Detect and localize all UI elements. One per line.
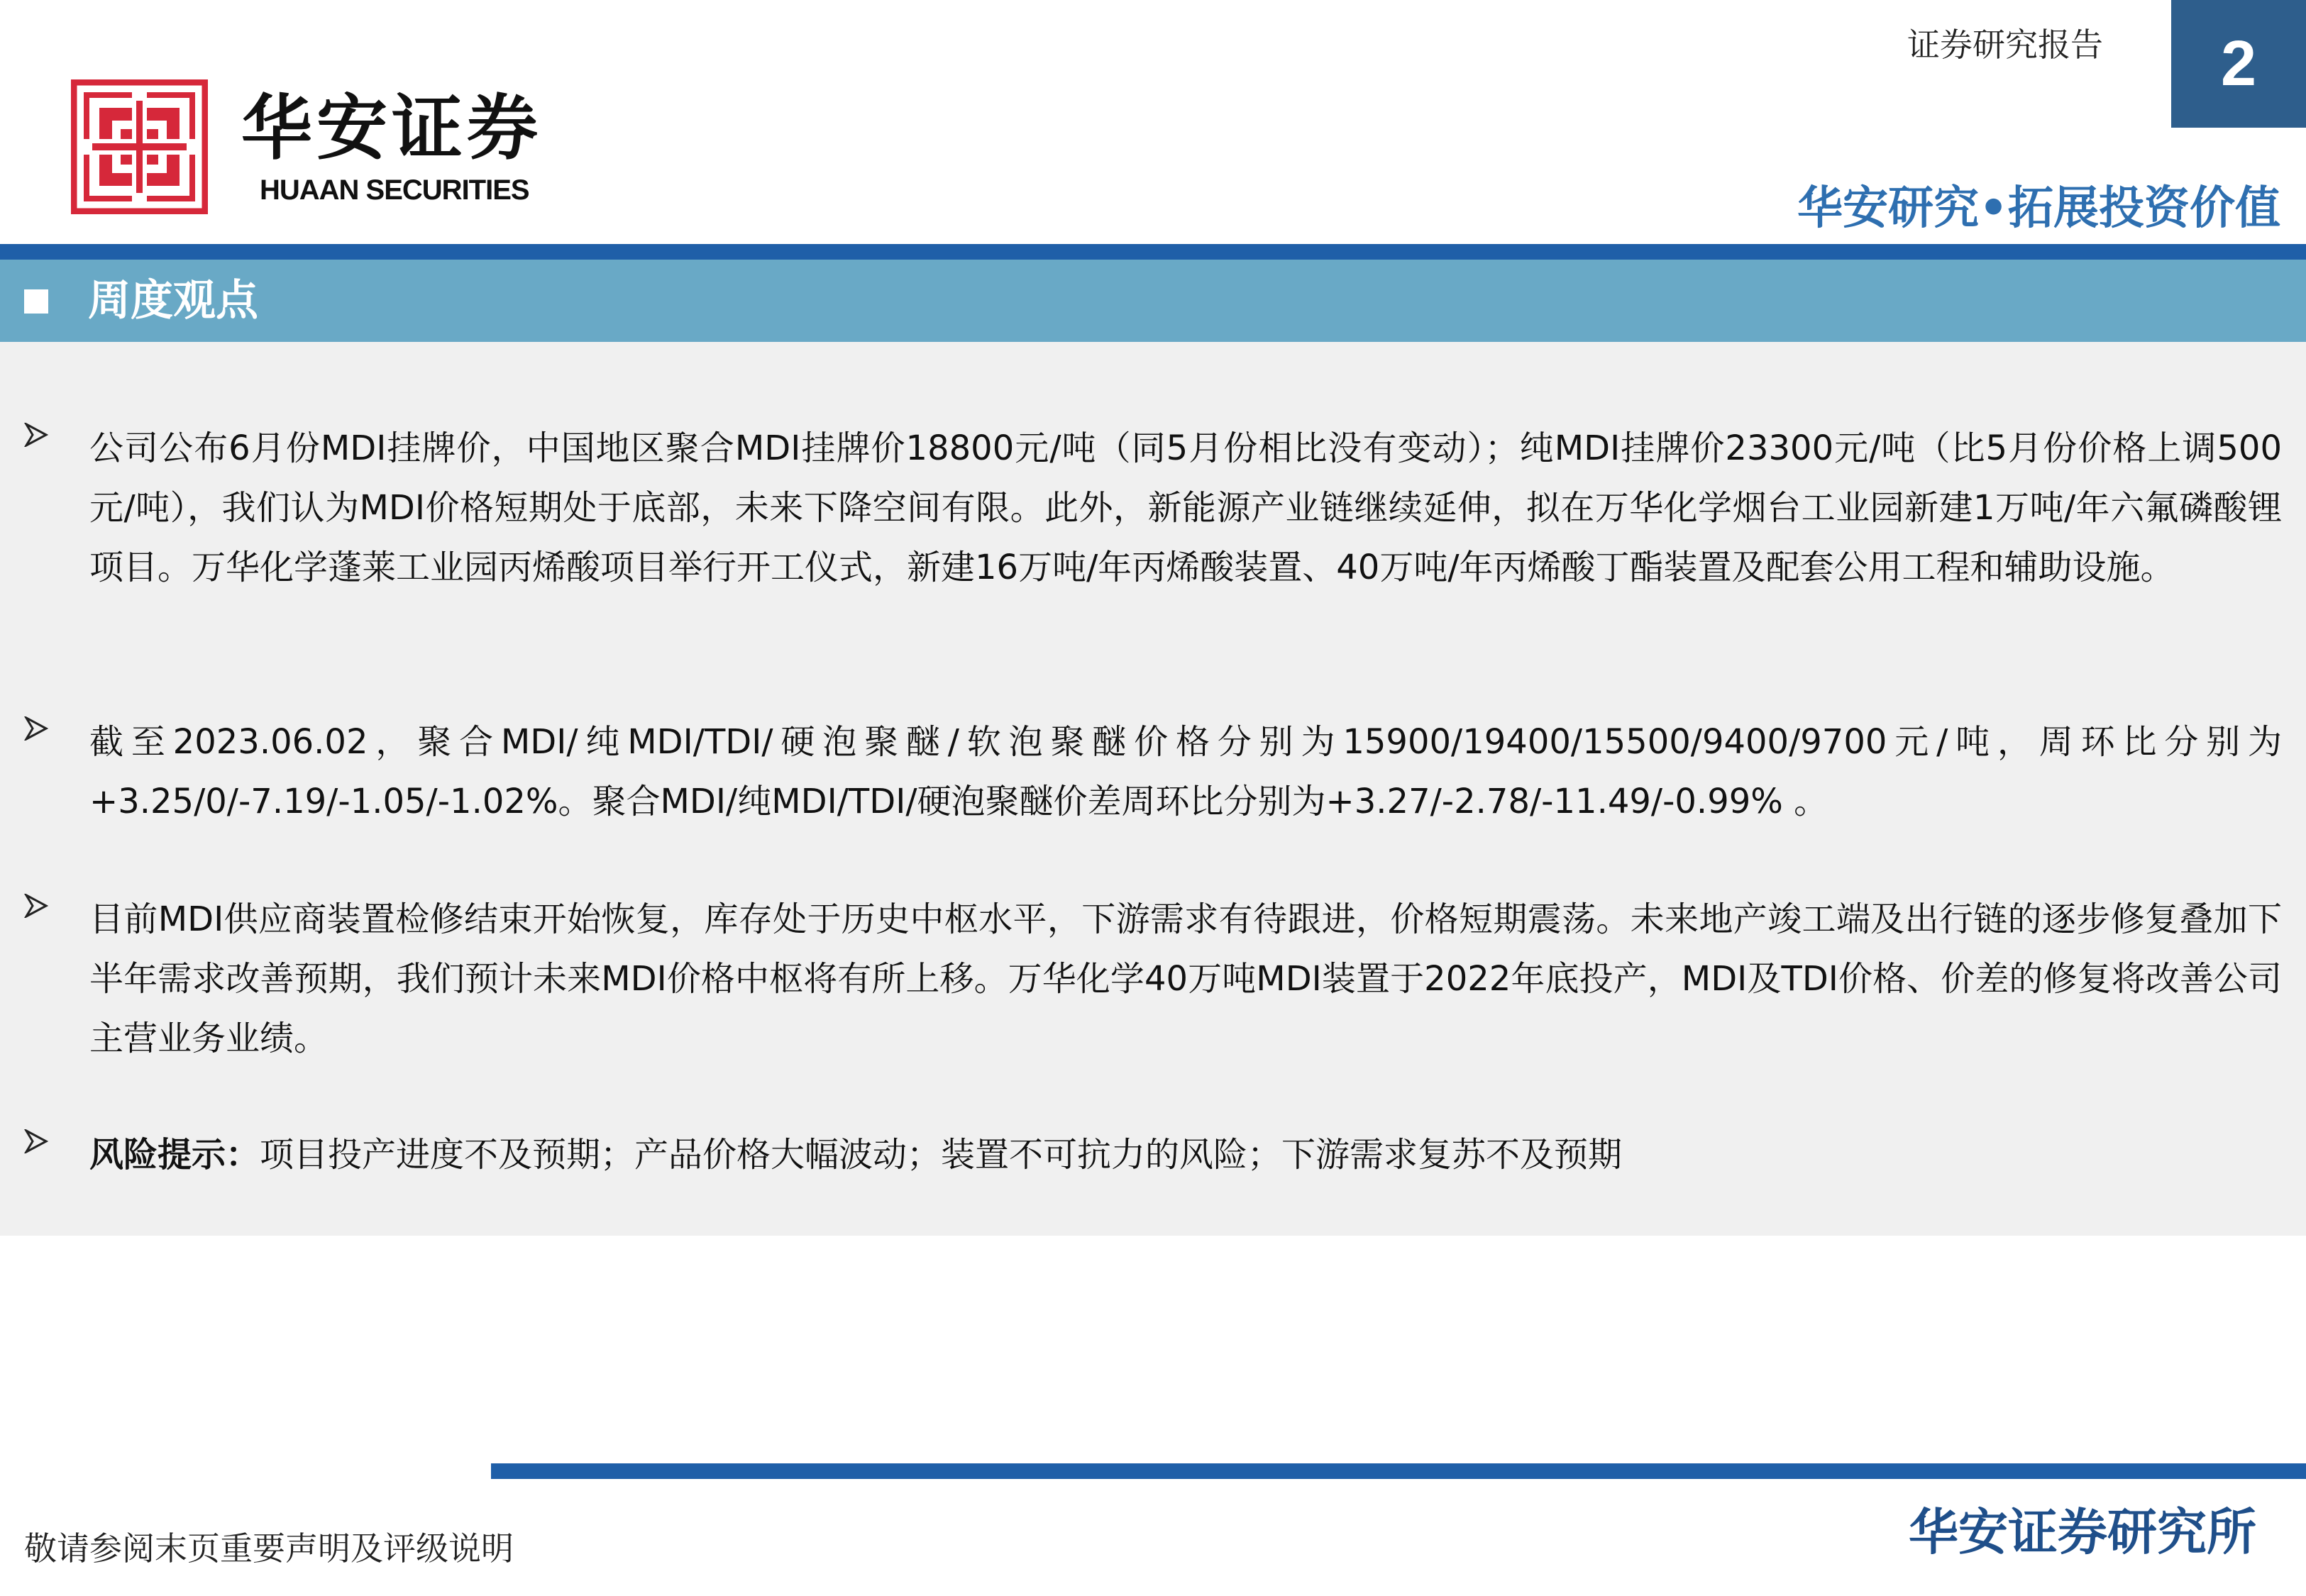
footer-divider [491,1463,2306,1479]
square-bullet-icon [24,289,48,314]
footer-institute-name: 华安证券研究所 [1909,1503,2256,1561]
risk-content: 项目投产进度不及预期；产品价格大幅波动；装置不可抗力的风险；下游需求复苏不及预期 [260,1135,1623,1175]
arrow-bullet-icon [24,423,48,447]
header-slogan: 华安研究•拓展投资价值 [1797,182,2280,235]
arrow-bullet-icon [24,716,48,741]
huaan-logo-icon [71,79,208,214]
footer-disclaimer: 敬请参阅末页重要声明及评级说明 [24,1529,514,1568]
risk-label: 风险提示： [89,1135,260,1175]
document-type-label: 证券研究报告 [1907,26,2103,64]
bullet-text: 截至2023.06.02，聚合MDI/纯MDI/TDI/硬泡聚醚/软泡聚醚价格分别为15900/19400/15500/9400/9700元/吨，周环比分别为+3.25/0/-7.19/-1.05/-1.02%。聚合MDI/纯MDI/TDI/硬泡聚醚价差周环比分别为+3.27/-2.78/-11.49/-0.99% 。 [89,722,2282,821]
header-divider [0,244,2306,260]
section-title: 周度观点 [88,276,258,326]
section-header [0,260,2306,342]
logo-english-name: HUAAN SECURITIES [260,174,529,206]
content-panel [0,342,2306,1236]
arrow-bullet-icon [24,894,48,918]
bullet-text: 目前MDI供应商装置检修结束开始恢复，库存处于历史中枢水平，下游需求有待跟进，价格短期震荡。未来地产竣工端及出行链的逐步修复叠加下半年需求改善预期，我们预计未来MDI价格中枢将有所上移。万华化学40万吨MDI装置于2022年底投产，MDI及TDI价格、价差的修复将改善公司主营业务业绩。 [89,899,2282,1058]
arrow-bullet-icon [24,1129,48,1153]
risk-text [89,1125,2282,1185]
page-number: 2 [2220,28,2257,99]
bullet-text: 公司公布6月份MDI挂牌价，中国地区聚合MDI挂牌价18800元/吨（同5月份相比没有变动）；纯MDI挂牌价23300元/吨（比5月份价格上调500元/吨），我们认为MDI价格短期处于底部，未来下降空间有限。此外，新能源产业链继续延伸，拟在万华化学烟台工业园新建1万吨/年六氟磷酸锂项目。万华化学蓬莱工业园丙烯酸项目举行开工仪式，新建16万吨/年丙烯酸装置、40万吨/年丙烯酸丁酯装置及配套公用工程和辅助设施。 [89,428,2282,587]
logo-chinese-name: 华安证券 [241,86,542,170]
page-number-badge [2171,0,2306,128]
